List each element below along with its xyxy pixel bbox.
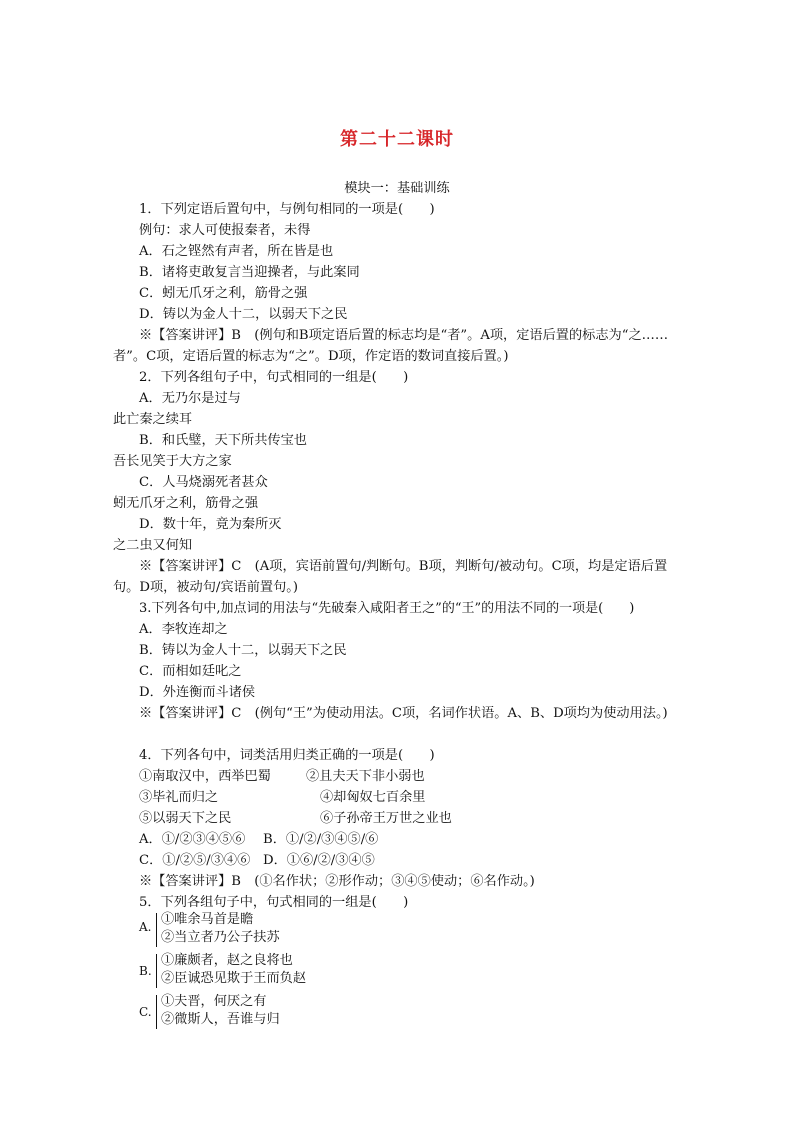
question-4-choice-c: C．①/②⑤/③④⑥ [139, 853, 251, 868]
question-2-line: C．人马烧溺死者甚众 [139, 475, 268, 490]
brace-c [156, 995, 157, 1029]
question-5-option-b-first: ①廉颇者，赵之良将也 [161, 953, 293, 968]
page-title: 第二十二课时 [340, 129, 454, 150]
question-2-answer: ※【答案讲评】C (A项，宾语前置句/判断句。B项，判断句/被动句。C项，均是定语后置句。D项，被动句/宾语前置句。) [113, 559, 668, 595]
question-4-item: ④却匈奴七百余里 [320, 790, 426, 805]
question-1-option-d: D．铸以为金人十二，以弱天下之民 [139, 307, 348, 322]
question-2-line: A．无乃尔是过与 [139, 391, 241, 406]
question-5-option-c-letter: C. [139, 1005, 152, 1019]
question-3-option-d: D．外连衡而斗诸侯 [139, 685, 256, 700]
question-3-option-a: A．李牧连却之 [139, 622, 228, 637]
question-2-line: B．和氏璧，天下所共传宝也 [139, 433, 307, 448]
module-heading: 模块一：基础训练 [344, 181, 450, 196]
question-5-option-c-second: ②微斯人，吾谁与归 [161, 1012, 280, 1027]
question-2-line: 之二虫又何知 [113, 538, 193, 553]
question-3-answer: ※【答案讲评】C (例句“王”为使动用法。C项，名词作状语。A、B、D项均为使动用法。) [139, 706, 668, 721]
question-5-option-a-first: ①唯余马首是瞻 [161, 912, 254, 927]
question-4-choice-d: D．①⑥/②/③④⑤ [263, 853, 375, 868]
question-2-line: 吾长见笑于大方之家 [113, 454, 232, 469]
question-3-option-c: C．而相如廷叱之 [139, 664, 242, 679]
question-5-stem: 5．下列各组句子中，句式相同的一组是( ) [139, 895, 409, 910]
brace-a [156, 913, 157, 947]
question-2-line: 蚓无爪牙之利，筋骨之强 [113, 496, 259, 511]
question-3-stem: 3.下列各句中,加点词的用法与“先破秦入咸阳者王之”的“王”的用法不同的一项是( ) [139, 601, 635, 616]
question-1-example: 例句：求人可使报秦者，未得 [139, 223, 311, 238]
question-4-answer: ※【答案讲评】B (①名作状；②形作动；③④⑤使动；⑥名作动。) [139, 874, 535, 889]
question-4-choice-b: B．①/②/③④⑤/⑥ [263, 832, 379, 847]
question-1-option-c: C．蚓无爪牙之利，筋骨之强 [139, 286, 308, 301]
question-1-option-a: A．石之铿然有声者，所在皆是也 [139, 244, 334, 259]
question-4-item: ①南取汉中，西举巴蜀 [139, 769, 271, 784]
question-4-item: ⑤以弱天下之民 [139, 811, 232, 826]
question-5-option-b-second: ②臣诚恐见欺于王而负赵 [161, 971, 307, 986]
question-4-item: ③毕礼而归之 [139, 790, 219, 805]
question-5-option-a-letter: A. [139, 920, 152, 934]
question-4-item: ②且夫天下非小弱也 [306, 769, 425, 784]
question-5-option-b-letter: B. [139, 964, 152, 978]
question-4-stem: 4．下列各句中，词类活用归类正确的一项是( ) [139, 748, 435, 763]
brace-b [156, 954, 157, 988]
question-1-answer: ※【答案讲评】B (例句和B项定语后置的标志均是“者”。A项，定语后置的标志为“之……者”。C项，定语后置的标志为“之”。D项，作定语的数词直接后置。) [113, 328, 669, 364]
question-4-choice-a: A．①/②③④⑤⑥ [139, 832, 246, 847]
question-3-option-b: B．铸以为金人十二，以弱天下之民 [139, 643, 347, 658]
question-2-line: D．数十年，竟为秦所灭 [139, 517, 282, 532]
question-1-option-b: B．诸将吏敢复言当迎操者，与此案同 [139, 265, 360, 280]
question-1-stem: 1．下列定语后置句中，与例句相同的一项是( ) [139, 202, 435, 217]
question-4-item: ⑥子孙帝王万世之业也 [320, 811, 452, 826]
question-2-stem: 2．下列各组句子中，句式相同的一组是( ) [139, 370, 409, 385]
question-2-line: 此亡秦之续耳 [113, 412, 193, 427]
question-5-option-a-second: ②当立者乃公子扶苏 [161, 930, 280, 945]
question-5-option-c-first: ①夫晋，何厌之有 [161, 994, 267, 1009]
